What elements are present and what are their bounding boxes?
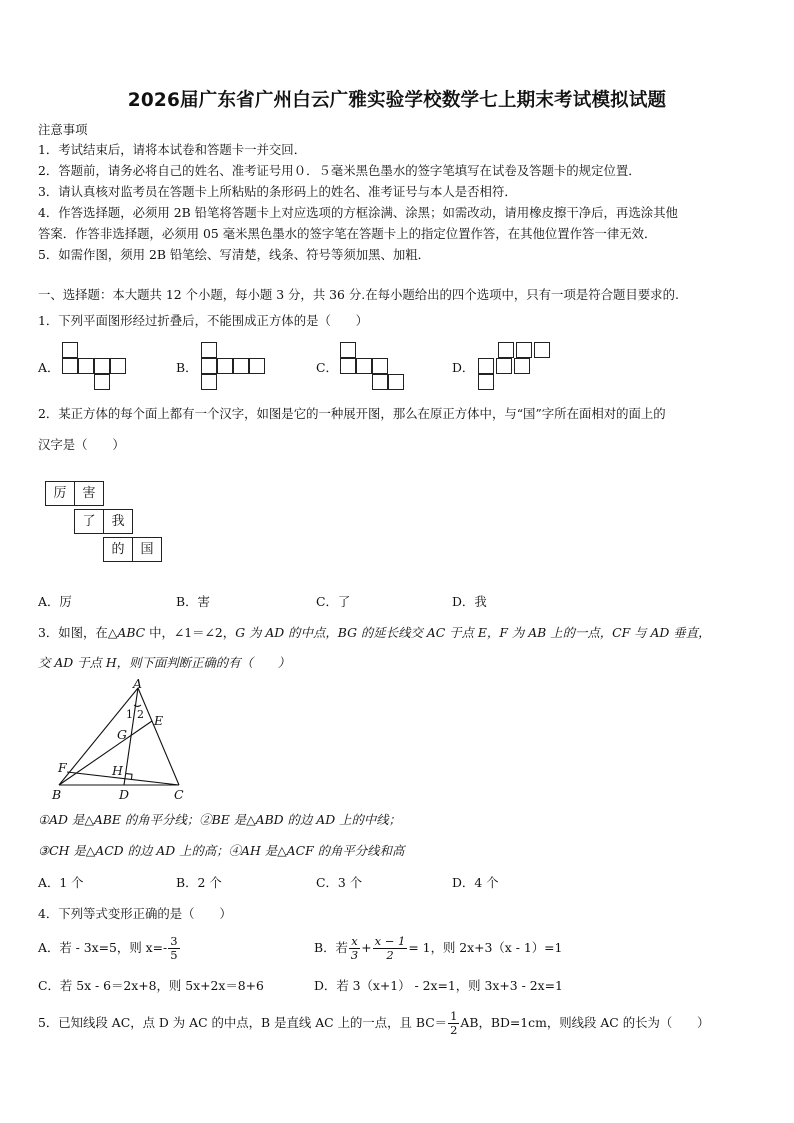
q3-judgement-line1: ①AD 是△ABE 的角平分线；②BE 是△ABD 的边 AD 上的中线； (38, 812, 402, 827)
notice-item-4: 4．作答选择题，必须用 2B 铅笔将答题卡上对应选项的方框涂满、涂黑；如需改动，请用橡皮擦干净后，再选涂其他 (38, 205, 678, 220)
net-cell-li: 厉 (45, 481, 75, 506)
page-title: 2026届广东省广州白云广雅实验学校数学七上期末考试模拟试题 (127, 90, 667, 111)
q3-triangle-figure (46, 677, 196, 803)
q2-option-b: B．害 (176, 594, 210, 609)
label-F: F (58, 760, 67, 775)
q2-option-c: C．了 (316, 594, 351, 609)
net-cell-de: 的 (103, 537, 133, 562)
q1-option-d-label: D． (452, 360, 475, 375)
net-cell-le: 了 (74, 509, 104, 534)
notice-item-5: 5．如需作图，须用 2B 铅笔绘、写清楚，线条、符号等须加黑、加粗． (38, 247, 431, 262)
q3-option-a: A．1 个 (38, 875, 84, 890)
q4-a-fraction: $\frac{3}{5}$ (170, 934, 178, 962)
q4-stem: 4．下列等式变形正确的是（ ） (38, 906, 232, 921)
label-B: B (52, 787, 62, 802)
q3-judgement-line2: ③CH 是△ACD 的边 AD 上的高；④AH 是△ACF 的角平分线和高 (38, 843, 405, 858)
q2-stem-line2: 汉字是（ ） (38, 437, 125, 452)
q4-option-b: B．若 $\frac{x}{3}$ + $\frac{x - 1}{2}$ = 1，则 2x+3（x - 1）=1 (314, 934, 563, 962)
q5-stem: 5．已知线段 AC，点 D 为 AC 的中点，B 是直线 AC 上的一点，且 BC＝ $\frac{1}{2}$ AB，BD=1cm，则线段 AC 的长为（ ） (38, 1009, 710, 1037)
net-cell-hai: 害 (74, 481, 104, 506)
q3-stem-line1: 3．如图，在△ABC 中，∠1＝∠2，G 为 AD 的中点，BG 的延长线交 AC 于点 E，F 为 AB 上的一点，CF 与 AD 垂直， (38, 625, 711, 640)
q2-option-a: A．厉 (38, 594, 72, 609)
q3-option-b: B．2 个 (176, 875, 222, 890)
notice-item-4-cont: 答案．作答非选择题，必须用 05 毫米黑色墨水的签字笔在答题卡上的指定位置作答，在其他位置作答一律无效． (38, 226, 657, 241)
label-E: E (154, 713, 164, 728)
notice-item-1: 1．考试结束后，请将本试卷和答题卡一并交回． (38, 142, 307, 157)
label-C: C (174, 787, 184, 802)
q3-option-d: D．4 个 (452, 875, 499, 890)
q2-option-d: D．我 (452, 594, 487, 609)
label-G: G (117, 727, 127, 742)
label-angle-1: 1 (126, 708, 133, 721)
label-H: H (112, 763, 123, 778)
q4-option-d: D．若 3（x+1） - 2x=1，则 3x+3 - 2x=1 (314, 978, 563, 993)
q1-option-b-label: B． (176, 360, 198, 375)
q4-option-c: C．若 5x - 6＝2x+8，则 5x+2x＝8+6 (38, 978, 264, 993)
q1-stem: 1．下列平面图形经过折叠后，不能围成正方体的是（ ） (38, 313, 369, 328)
net-cell-wo: 我 (103, 509, 133, 534)
section-heading: 一、选择题：本大题共 12 个小题，每小题 3 分，共 36 分.在每小题给出的四个选项中，只有一项是符合题目要求的. (38, 287, 679, 302)
label-angle-2: 2 (137, 708, 144, 721)
label-A: A (133, 677, 143, 691)
q3-stem-line2: 交 AD 于点 H，则下面判断正确的有（ ） (38, 655, 291, 670)
notice-heading: 注意事项 (38, 122, 88, 137)
q2-stem-line1: 2．某正方体的每个面上都有一个汉字，如图是它的一种展开图，那么在原正方体中，与“国”字所在面相对的面上的 (38, 406, 666, 421)
q1-option-a-label: A． (38, 360, 60, 375)
notice-item-2: 2．答题前，请务必将自己的姓名、准考证号用０．５毫米黑色墨水的签字笔填写在试卷及答题卡的规定位置． (38, 163, 641, 178)
label-D: D (119, 787, 130, 802)
net-cell-guo: 国 (132, 537, 162, 562)
q1-option-c-label: C． (316, 360, 338, 375)
q4-option-a: A．若 - 3x=5，则 x=- $\frac{3}{5}$ (38, 934, 178, 962)
q3-option-c: C．3 个 (316, 875, 363, 890)
notice-item-3: 3．请认真核对监考员在答题卡上所粘贴的条形码上的姓名、准考证号与本人是否相符． (38, 184, 517, 199)
